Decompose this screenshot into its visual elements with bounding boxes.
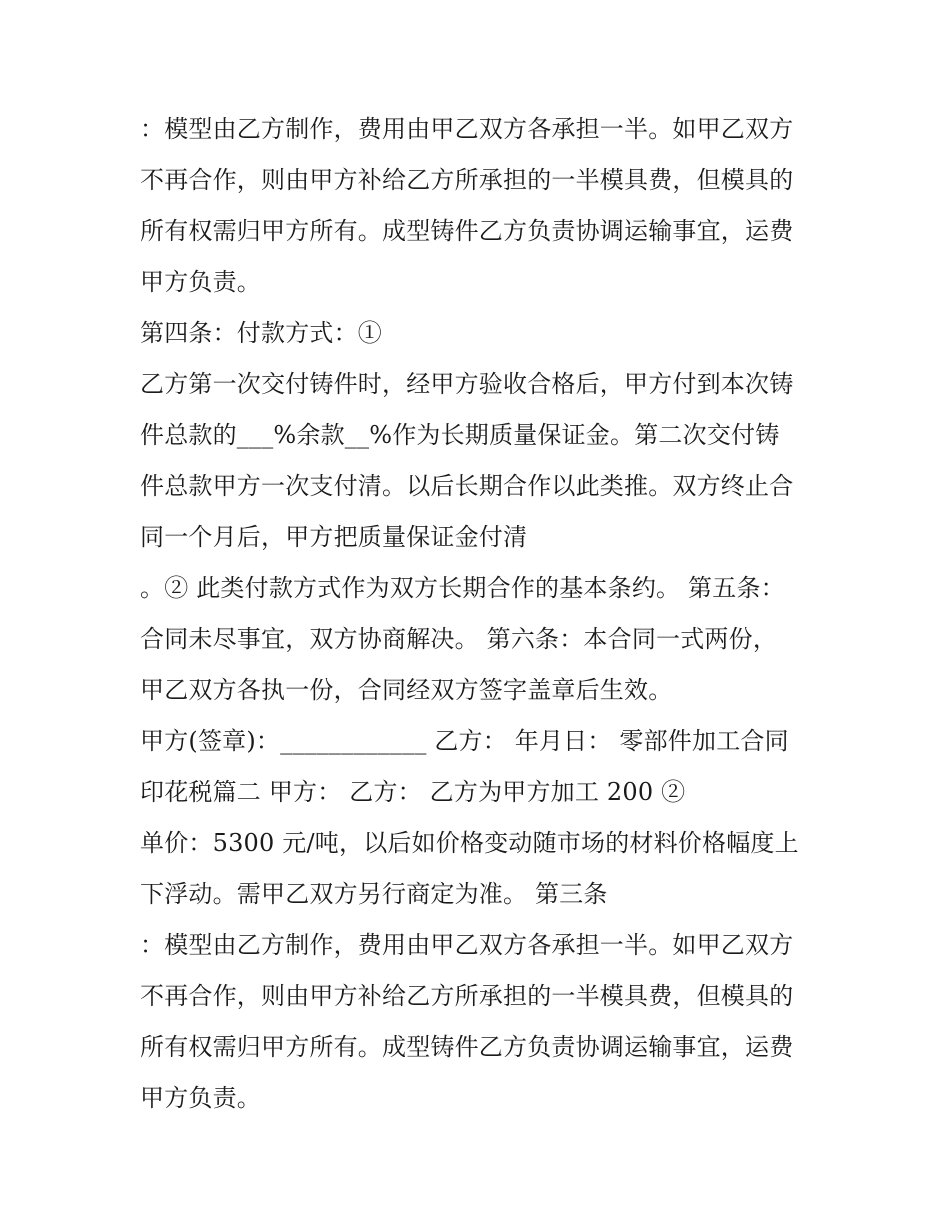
text-line: 下浮动。需甲乙双方另行商定为准。 第三条 xyxy=(140,880,608,908)
signature-line: 甲方(签章)：____________ 乙方： 年月日： 零部件加工合同 xyxy=(140,727,789,755)
section-heading-payment: 第四条：付款方式：① xyxy=(140,319,382,347)
document-body xyxy=(140,104,820,1124)
text-line: 不再合作，则由甲方补给乙方所承担的一半模具费，但模具的 xyxy=(140,982,794,1010)
text-line: ：模型由乙方制作，费用由甲乙双方各承担一半。如甲乙双方 xyxy=(140,931,794,959)
text-line: 甲方负责。 xyxy=(140,268,261,296)
text-line: 所有权需归甲方所有。成型铸件乙方负责协调运输事宜，运费 xyxy=(140,1033,794,1061)
text-line: 乙方第一次交付铸件时，经甲方验收合格后，甲方付到本次铸 xyxy=(140,370,794,398)
text-line: 合同未尽事宜，双方协商解决。 第六条：本合同一式两份， xyxy=(140,625,778,653)
text-line: 。② 此类付款方式作为双方长期合作的基本条约。 第五条： xyxy=(140,574,785,602)
text-line: ：模型由乙方制作，费用由甲乙双方各承担一半。如甲乙双方 xyxy=(140,115,794,143)
text-line: 甲方负责。 xyxy=(140,1084,261,1112)
text-line: 不再合作，则由甲方补给乙方所承担的一半模具费，但模具的 xyxy=(140,166,794,194)
text-line: 印花税篇二 甲方： 乙方： 乙方为甲方加工 200 ② xyxy=(140,778,686,806)
text-line: 件总款甲方一次支付清。以后长期合作以此类推。双方终止合 xyxy=(140,472,794,500)
text-line: 所有权需归甲方所有。成型铸件乙方负责协调运输事宜，运费 xyxy=(140,217,794,245)
text-line: 同一个月后，甲方把质量保证金付清 xyxy=(140,523,528,551)
text-line: 单价：5300 元/吨，以后如价格变动随市场的材料价格幅度上 xyxy=(140,829,799,857)
text-line: 件总款的___%余款__%作为长期质量保证金。第二次交付铸 xyxy=(140,421,780,449)
text-line: 甲乙双方各执一份，合同经双方签字盖章后生效。 xyxy=(140,676,673,704)
